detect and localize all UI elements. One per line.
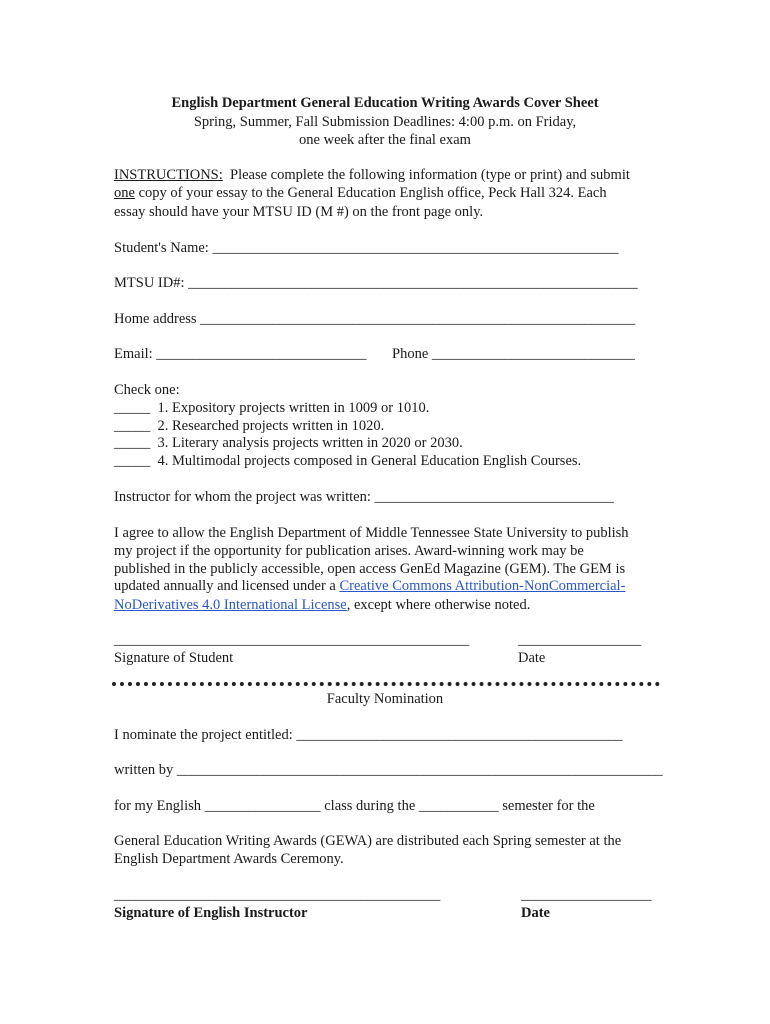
check-option-4[interactable]: _____ 4. Multimodal projects composed in General Education English Courses. bbox=[114, 453, 582, 469]
agreement-line-1: I agree to allow the English Department of Middle Tennessee State University to publish bbox=[114, 525, 629, 541]
instructions-text-1: Please complete the following information (type or print) and submit bbox=[222, 167, 630, 183]
check-option-1[interactable]: _____ 1. Expository projects written in 1009 or 1010. bbox=[114, 400, 430, 416]
instructions-line-1 bbox=[114, 166, 630, 184]
student-signature-label: Signature of Student bbox=[114, 650, 234, 666]
check-option-2[interactable]: _____ 2. Researched projects written in 1020. bbox=[114, 418, 385, 434]
mtsu-id-field[interactable]: MTSU ID#: ______________________________________________________________ bbox=[114, 275, 638, 291]
agreement-line-3: published in the publicly accessible, open access GenEd Magazine (GEM). The GEM is bbox=[114, 561, 626, 577]
instructions-label: INSTRUCTIONS: bbox=[114, 167, 223, 183]
agreement-line-2: my project if the opportunity for publication arises. Award-winning work may be bbox=[114, 543, 584, 559]
student-name-field[interactable]: Student's Name: ________________________________________________________ bbox=[114, 240, 619, 256]
gewa-line-2: English Department Awards Ceremony. bbox=[114, 851, 344, 867]
faculty-nomination-heading: Faculty Nomination bbox=[326, 691, 444, 707]
email-field[interactable]: Email: _____________________________ bbox=[114, 346, 367, 362]
course-semester-field[interactable]: for my English ________________ class during the ___________ semester for the bbox=[114, 798, 595, 814]
license-link-part-2[interactable]: NoDerivatives 4.0 International License bbox=[114, 597, 347, 613]
deadline-line-1: Spring, Summer, Fall Submission Deadlines: 4:00 p.m. on Friday, bbox=[193, 114, 577, 130]
student-date-line[interactable]: _________________ bbox=[518, 632, 642, 648]
deadline-line-2: one week after the final exam bbox=[299, 132, 471, 148]
agreement-line-5 bbox=[114, 596, 530, 614]
instructions-line-3: essay should have your MTSU ID (M #) on the front page only. bbox=[114, 204, 484, 220]
instructions-line-2 bbox=[114, 184, 607, 202]
agreement-line-4 bbox=[114, 577, 625, 595]
license-link-part-1[interactable]: Creative Commons Attribution-NonCommercial- bbox=[339, 578, 626, 594]
instructor-date-line[interactable]: __________________ bbox=[521, 887, 652, 903]
page-title: English Department General Education Writing Awards Cover Sheet bbox=[171, 95, 599, 111]
student-signature-line[interactable]: _________________________________________________ bbox=[114, 632, 470, 648]
instructor-field[interactable]: Instructor for whom the project was written: _________________________________ bbox=[114, 489, 614, 505]
check-option-3[interactable]: _____ 3. Literary analysis projects written in 2020 or 2030. bbox=[114, 435, 463, 451]
section-divider bbox=[112, 682, 660, 686]
home-address-field[interactable]: Home address ____________________________________________________________ bbox=[114, 311, 636, 327]
phone-field[interactable]: Phone ____________________________ bbox=[392, 346, 635, 362]
student-date-label: Date bbox=[518, 650, 546, 666]
written-by-field[interactable]: written by ___________________________________________________________________ bbox=[114, 762, 663, 778]
instructions-text-2: copy of your essay to the General Education English office, Peck Hall 324. Each bbox=[134, 185, 607, 201]
agreement-line-4-text: updated annually and licensed under a bbox=[114, 578, 340, 594]
instructions-one: one bbox=[114, 185, 135, 201]
agreement-line-5-text: , except where otherwise noted. bbox=[346, 597, 531, 613]
nominated-project-field[interactable]: I nominate the project entitled: _____________________________________________ bbox=[114, 727, 623, 743]
gewa-line-1: General Education Writing Awards (GEWA) are distributed each Spring semester at the bbox=[114, 833, 622, 849]
instructor-signature-label: Signature of English Instructor bbox=[114, 905, 308, 921]
instructor-date-label: Date bbox=[521, 905, 550, 921]
instructor-signature-line[interactable]: _____________________________________________ bbox=[114, 887, 441, 903]
check-one-heading: Check one: bbox=[114, 382, 180, 398]
